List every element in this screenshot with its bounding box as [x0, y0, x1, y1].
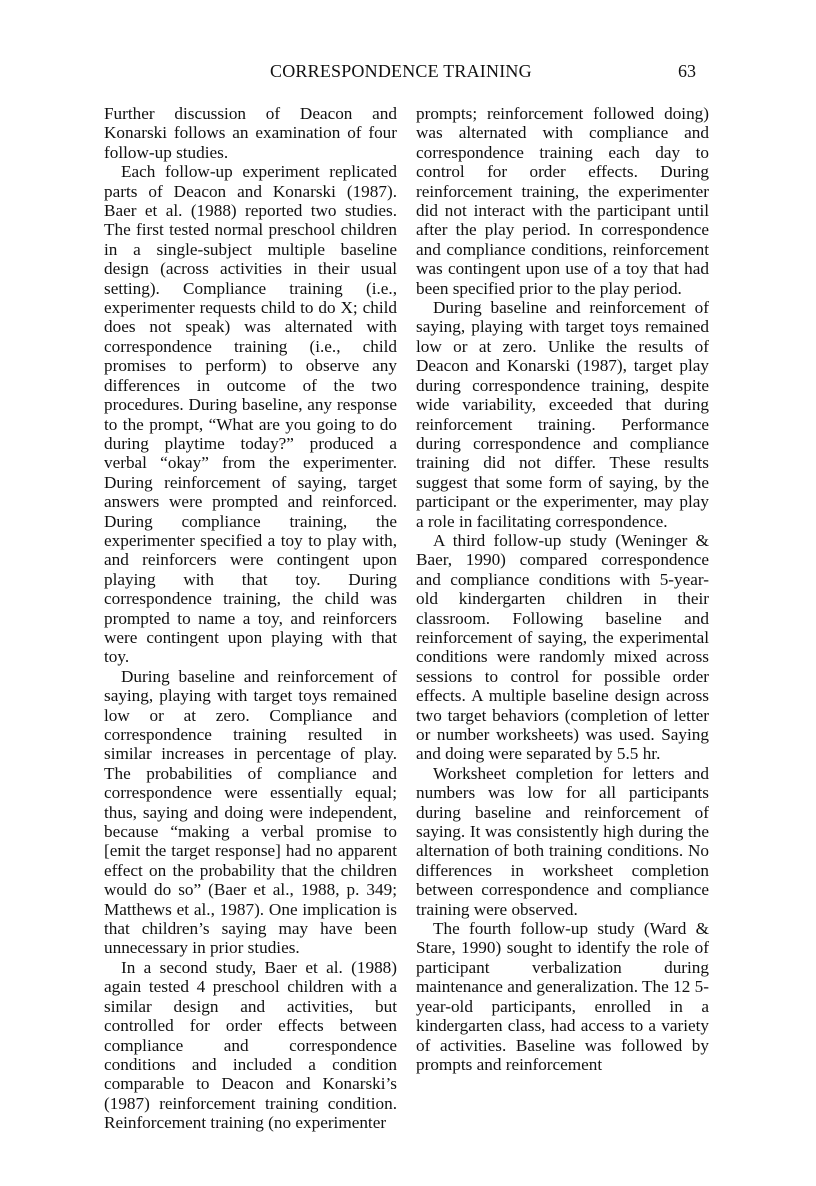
paragraph: The fourth follow-up study (Ward & Stare, 1990) sought to identify the role of participant verbalization during maintenance and generalization. The 12 5-year-old participants, enrolled in a kindergarten class, had access to a variety of activities. Baseline was followed by prompts and reinforcement	[416, 919, 709, 1074]
right-column	[416, 104, 709, 1074]
paragraph: In a second study, Baer et al. (1988) again tested 4 preschool children with a similar design and activities, but controlled for order effects between compliance and correspondence conditions and included a condition comparable to Deacon and Konarski’s (1987) reinforcement training condition. Reinforcement training (no experimenter	[104, 957, 397, 1133]
paragraph: Further discussion of Deacon and Konarski follows an examination of four follow-up studies.	[104, 104, 397, 162]
running-head: CORRESPONDENCE TRAINING	[270, 61, 532, 81]
paragraph: During baseline and reinforcement of saying, playing with target toys remained low or at zero. Unlike the results of Deacon and Konarski (1987), target play during correspondence training, despite wide variability, exceeded that during reinforcement training. Performance during correspondence and compliance training did not differ. These results suggest that some form of saying, by the participant or the experimenter, may play a role in facilitating correspondence.	[416, 298, 709, 531]
paragraph: Each follow-up experiment replicated parts of Deacon and Konarski (1987). Baer et al. (1988) reported two studies. The first tested normal preschool children in a single-subject multiple baseline design (across activities in their usual setting). Compliance training (i.e., experimenter requests child to do X; child does not speak) was alternated with correspondence training (i.e., child promises to perform) to observe any differences in outcome of the two procedures. During baseline, any response to the prompt, “What are you going to do during playtime today?” produced a verbal “okay” from the experimenter. During reinforcement of saying, target answers were prompted and reinforced. During compliance training, the experimenter specified a toy to play with, and reinforcers were contingent upon playing with that toy. During correspondence training, the child was prompted to name a toy, and reinforcers were contingent upon playing with that toy.	[104, 162, 397, 667]
paragraph: During baseline and reinforcement of saying, playing with target toys remained low or at zero. Compliance and correspondence training resulted in similar increases in percentage of play. The probabilities of compliance and correspondence were essentially equal; thus, saying and doing were independent, because “making a verbal promise to [emit the target response] had no apparent effect on the probability that the children would do so” (Baer et al., 1988, p. 349; Matthews et al., 1987). One implication is that children’s saying may have been unnecessary in prior studies.	[104, 666, 397, 958]
page-number: 63	[678, 61, 696, 81]
paragraph: prompts; reinforcement followed doing) was alternated with compliance and correspondence training each day to control for order effects. During reinforcement training, the experimenter did not interact with the participant until after the play period. In correspondence and compliance conditions, reinforcement was contingent upon use of a toy that had been specified prior to the play period.	[416, 104, 709, 298]
paragraph: Worksheet completion for letters and numbers was low for all participants during baseline and reinforcement of saying. It was consistently high during the alternation of both training conditions. No differences in worksheet completion between correspondence and compliance training were observed.	[416, 763, 709, 919]
left-column	[104, 104, 397, 1133]
paragraph: A third follow-up study (Weninger & Baer, 1990) compared correspondence and compliance conditions with 5-year-old kindergarten children in their classroom. Following baseline and reinforcement of saying, the experimental conditions were randomly mixed across sessions to control for possible order effects. A multiple baseline design across two target behaviors (completion of letter or number worksheets) was used. Saying and doing were separated by 5.5 hr.	[416, 530, 709, 764]
